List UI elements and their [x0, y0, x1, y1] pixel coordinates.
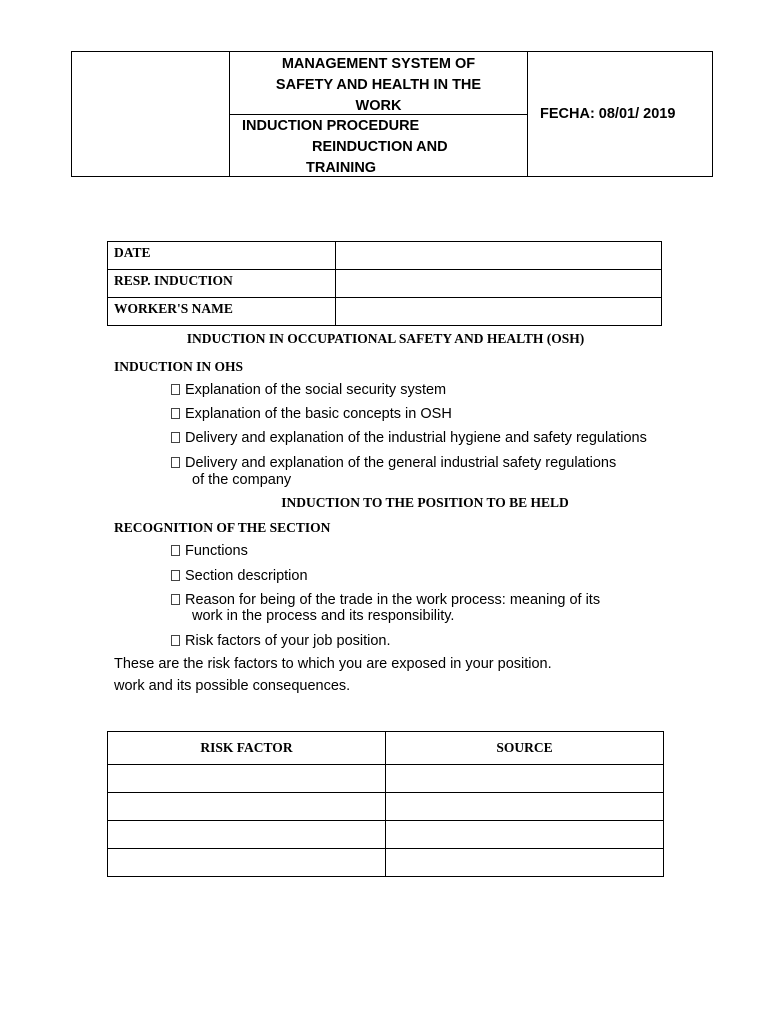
date-value-field[interactable] [336, 242, 662, 270]
checkbox-icon[interactable] [171, 570, 180, 581]
table-row [108, 849, 664, 877]
header-title-cell [230, 52, 528, 176]
table-row [108, 765, 664, 793]
system-title: MANAGEMENT SYSTEM OF SAFETY AND HEALTH IN THE WORK [275, 56, 482, 114]
risk-factor-cell[interactable] [108, 765, 386, 793]
list-item-continuation: of the company [192, 472, 292, 488]
logo-cell [72, 52, 230, 176]
list-item: Functions [171, 543, 248, 560]
checkbox-icon[interactable] [171, 457, 180, 468]
resp-induction-value-field[interactable] [336, 270, 662, 298]
checkbox-icon[interactable] [171, 545, 180, 556]
resp-induction-label: RESP. INDUCTION [108, 270, 336, 298]
section-osh-heading: INDUCTION IN OCCUPATIONAL SAFETY AND HEALTH (OSH) [186, 331, 585, 346]
checkbox-icon[interactable] [171, 594, 180, 605]
list-item-continuation: work in the process and its responsibility. [192, 608, 455, 624]
risk-factor-table [107, 731, 664, 877]
date-label: DATE [108, 242, 336, 270]
table-row [108, 793, 664, 821]
list-item: Risk factors of your job position. [171, 633, 391, 650]
table-header-row [108, 732, 664, 765]
section-recognition-subheading: RECOGNITION OF THE SECTION [114, 520, 331, 535]
section-position-heading: INDUCTION TO THE POSITION TO BE HELD [281, 495, 569, 510]
risk-factor-cell[interactable] [108, 793, 386, 821]
checkbox-icon[interactable] [171, 635, 180, 646]
section-ohs-subheading: INDUCTION IN OHS [114, 359, 244, 374]
checkbox-icon[interactable] [171, 432, 180, 443]
procedure-title-line-1: INDUCTION PROCEDURE [242, 118, 420, 134]
list-item: Delivery and explanation of the general industrial safety regulations [171, 455, 616, 472]
list-item: Reason for being of the trade in the work process: meaning of its [171, 592, 600, 609]
header-date-cell [528, 52, 712, 176]
worker-info-table [107, 241, 662, 326]
header-divider [230, 114, 527, 115]
risk-factor-column-header: RISK FACTOR [108, 732, 386, 765]
table-row [108, 270, 662, 298]
table-row [108, 298, 662, 326]
list-item: Explanation of the basic concepts in OSH [171, 406, 452, 423]
source-column-header: SOURCE [386, 732, 664, 765]
list-item: Section description [171, 568, 308, 585]
source-cell[interactable] [386, 793, 664, 821]
procedure-title-line-2: REINDUCTION AND [312, 139, 448, 155]
source-cell[interactable] [386, 765, 664, 793]
checkbox-icon[interactable] [171, 408, 180, 419]
risk-paragraph-line-2: work and its possible consequences. [114, 678, 351, 694]
checkbox-icon[interactable] [171, 384, 180, 395]
risk-factor-cell[interactable] [108, 821, 386, 849]
list-item: Delivery and explanation of the industrial hygiene and safety regulations [171, 430, 647, 447]
table-row [108, 242, 662, 270]
risk-paragraph-line-1: These are the risk factors to which you are exposed in your position. [114, 656, 552, 672]
risk-factor-cell[interactable] [108, 849, 386, 877]
source-cell[interactable] [386, 821, 664, 849]
table-row [108, 821, 664, 849]
worker-name-label: WORKER'S NAME [108, 298, 336, 326]
source-cell[interactable] [386, 849, 664, 877]
procedure-title-line-3: TRAINING [306, 160, 377, 176]
list-item: Explanation of the social security system [171, 382, 446, 399]
worker-name-value-field[interactable] [336, 298, 662, 326]
document-date: FECHA: 08/01/ 2019 [540, 106, 676, 122]
document-header [71, 51, 713, 177]
